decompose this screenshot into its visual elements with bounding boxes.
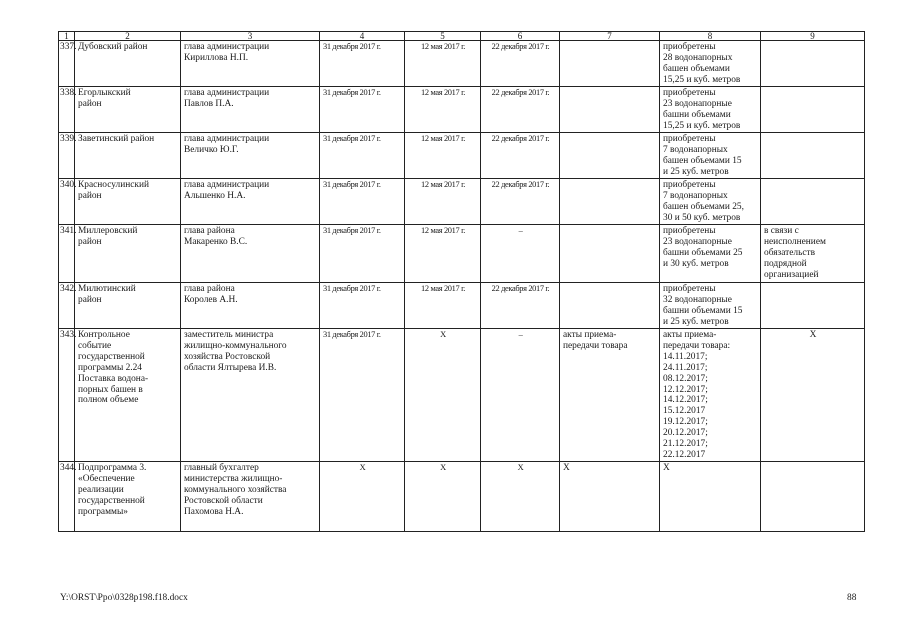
start-date-cell: 12 мая 2017 г.	[405, 225, 481, 283]
header-cell: 1	[59, 32, 75, 41]
note-cell	[761, 133, 865, 179]
row-number-cell: 342.	[59, 283, 75, 329]
start-date-cell: 12 мая 2017 г.	[405, 41, 481, 87]
header-cell: 2	[75, 32, 181, 41]
event-name-cell: Подпрограмма 3. «Обеспечение реализации государственной программы»	[75, 461, 181, 531]
file-path-footer: Y:\ORST\Ppo\0328p198.f18.docx	[60, 593, 188, 603]
note-cell: Х	[761, 329, 865, 462]
result-cell: приобретены 28 водонапорных башен объемами 15,25 и куб. метров	[660, 41, 761, 87]
plan-date-cell: 31 декабря 2017 г.	[320, 283, 405, 329]
end-date-cell: 22 декабря 2017 г.	[481, 87, 560, 133]
plan-date-cell: 31 декабря 2017 г.	[320, 41, 405, 87]
start-date-cell: 12 мая 2017 г.	[405, 87, 481, 133]
result-cell: приобретены 23 водонапорные башни объемами 25 и 30 куб. метров	[660, 225, 761, 283]
table-row	[59, 87, 865, 133]
row-number-cell: 340.	[59, 179, 75, 225]
document-cell: акты приема- передачи товара	[560, 329, 660, 462]
end-date-cell: 22 декабря 2017 г.	[481, 41, 560, 87]
document-cell	[560, 225, 660, 283]
document-cell	[560, 179, 660, 225]
table-row	[59, 461, 865, 531]
header-cell: 8	[660, 32, 761, 41]
table-body	[59, 41, 865, 532]
header-row	[59, 32, 865, 41]
document-cell	[560, 283, 660, 329]
end-date-cell: 22 декабря 2017 г.	[481, 283, 560, 329]
table-row	[59, 225, 865, 283]
result-cell: приобретены 23 водонапорные башни объемами 15,25 и куб. метров	[660, 87, 761, 133]
end-date-cell: 22 декабря 2017 г.	[481, 179, 560, 225]
start-date-cell: Х	[405, 461, 481, 531]
page-number: 88	[847, 593, 857, 603]
document-cell	[560, 133, 660, 179]
row-number-cell: 338.	[59, 87, 75, 133]
table-row	[59, 179, 865, 225]
responsible-cell: глава администрации Альшенко Н.А.	[181, 179, 320, 225]
start-date-cell: Х	[405, 329, 481, 462]
row-number-cell: 344.	[59, 461, 75, 531]
end-date-cell: –	[481, 225, 560, 283]
plan-date-cell: Х	[320, 461, 405, 531]
end-date-cell: 22 декабря 2017 г.	[481, 133, 560, 179]
result-cell: акты приема- передачи товара: 14.11.2017; 24.11.2017; 08.12.2017; 12.12.2017; 14.12.2017; 15.12.2017 19.12.2017; 20.12.2017; 21.12.2017; 22.12.2017	[660, 329, 761, 462]
start-date-cell: 12 мая 2017 г.	[405, 179, 481, 225]
row-number-cell: 343.	[59, 329, 75, 462]
note-cell	[761, 87, 865, 133]
end-date-cell: Х	[481, 461, 560, 531]
row-number-cell: 339.	[59, 133, 75, 179]
plan-date-cell: 31 декабря 2017 г.	[320, 225, 405, 283]
header-cell: 9	[761, 32, 865, 41]
row-number-cell: 341.	[59, 225, 75, 283]
document-cell	[560, 87, 660, 133]
responsible-cell: заместитель министра жилищно-коммунального хозяйства Ростовской области Ялтырева И.В.	[181, 329, 320, 462]
document-cell: Х	[560, 461, 660, 531]
event-name-cell: Милютинский район	[75, 283, 181, 329]
header-cell: 6	[481, 32, 560, 41]
table-row	[59, 329, 865, 462]
event-name-cell: Красносулинский район	[75, 179, 181, 225]
result-cell: приобретены 7 водонапорных башен объемами 25, 30 и 50 куб. метров	[660, 179, 761, 225]
header-cell: 4	[320, 32, 405, 41]
document-table	[58, 31, 865, 532]
note-cell	[761, 179, 865, 225]
responsible-cell: главный бухгалтер министерства жилищно- коммунального хозяйства Ростовской области Пахомова Н.А.	[181, 461, 320, 531]
table-row	[59, 41, 865, 87]
row-number-cell: 337.	[59, 41, 75, 87]
header-cell: 7	[560, 32, 660, 41]
result-cell: Х	[660, 461, 761, 531]
responsible-cell: глава района Макаренко В.С.	[181, 225, 320, 283]
event-name-cell: Контрольное событие государственной программы 2.24 Поставка водона- порных башен в полном объеме	[75, 329, 181, 462]
document-cell	[560, 41, 660, 87]
plan-date-cell: 31 декабря 2017 г.	[320, 133, 405, 179]
table-row	[59, 283, 865, 329]
start-date-cell: 12 мая 2017 г.	[405, 133, 481, 179]
plan-date-cell: 31 декабря 2017 г.	[320, 179, 405, 225]
event-name-cell: Дубовский район	[75, 41, 181, 87]
end-date-cell: –	[481, 329, 560, 462]
event-name-cell: Миллеровский район	[75, 225, 181, 283]
responsible-cell: глава администрации Величко Ю.Г.	[181, 133, 320, 179]
header-cell: 3	[181, 32, 320, 41]
responsible-cell: глава района Королев А.Н.	[181, 283, 320, 329]
start-date-cell: 12 мая 2017 г.	[405, 283, 481, 329]
note-cell	[761, 41, 865, 87]
header-cell: 5	[405, 32, 481, 41]
result-cell: приобретены 7 водонапорных башен объемами 15 и 25 куб. метров	[660, 133, 761, 179]
plan-date-cell: 31 декабря 2017 г.	[320, 87, 405, 133]
table-row	[59, 133, 865, 179]
result-cell: приобретены 32 водонапорные башни объемами 15 и 25 куб. метров	[660, 283, 761, 329]
plan-date-cell: 31 декабря 2017 г.	[320, 329, 405, 462]
note-cell	[761, 283, 865, 329]
note-cell: в связи с неисполнением обязательств подрядной организацией	[761, 225, 865, 283]
event-name-cell: Егорлыкский район	[75, 87, 181, 133]
note-cell	[761, 461, 865, 531]
responsible-cell: глава администрации Кириллова Н.П.	[181, 41, 320, 87]
event-name-cell: Заветинский район	[75, 133, 181, 179]
responsible-cell: глава администрации Павлов П.А.	[181, 87, 320, 133]
